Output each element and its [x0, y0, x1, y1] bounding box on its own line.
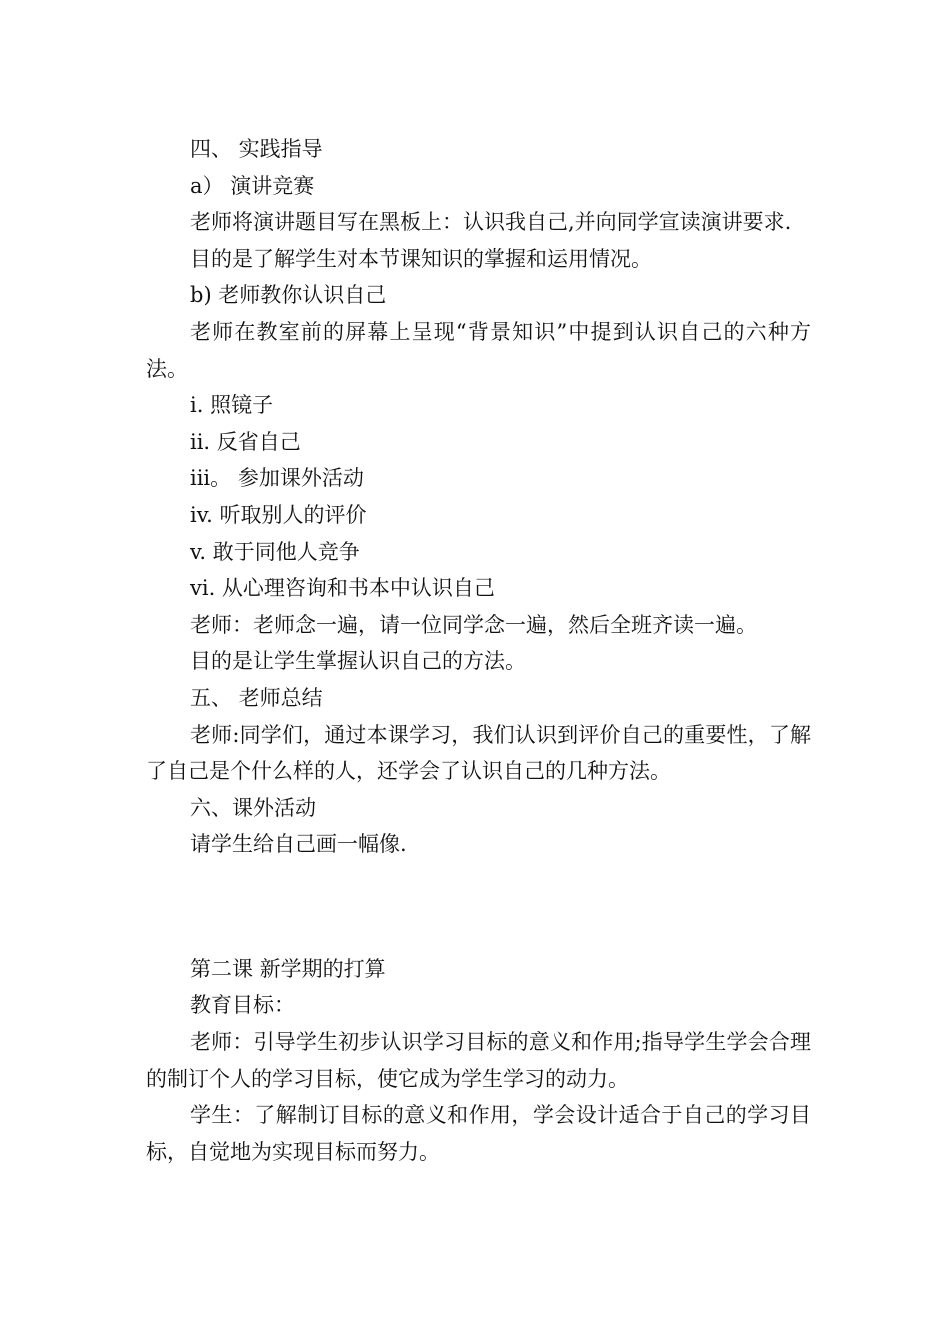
list-item: ii. 反省自己 [190, 429, 301, 454]
paragraph: 老师：老师念一遍，请一位同学念一遍，然后全班齐读一遍。 [190, 612, 757, 637]
paragraph: 学生：了解制订目标的意义和作用，学会设计适合于自己的学习目标，自觉地为实现目标而努力。 [146, 1103, 811, 1164]
subheading-know-yourself: b) 老师教你认识自己 [190, 283, 387, 308]
paragraph: 老师在教室前的屏幕上呈现“背景知识”中提到认识自己的六种方法。 [146, 319, 811, 381]
list-item: vi. 从心理咨询和书本中认识自己 [190, 576, 495, 601]
paragraph: 老师：引导学生初步认识学习目标的意义和作用;指导学生学会合理的制订个人的学习目标，使它成为学生学习的动力。 [146, 1030, 811, 1091]
list-item: i. 照镜子 [190, 393, 274, 418]
section-gap [146, 863, 811, 951]
heading-education-goals: 教育目标： [190, 993, 295, 1018]
list-item: iii。 参加课外活动 [190, 466, 364, 491]
list-item: iv. 听取别人的评价 [190, 502, 367, 527]
paragraph: 老师:同学们，通过本课学习，我们认识到评价自己的重要性，了解了自己是个什么样的人，还学会了认识自己的几种方法。 [146, 722, 811, 784]
paragraph: 目的是让学生掌握认识自己的方法。 [190, 649, 526, 674]
document-page [146, 131, 811, 1170]
paragraph: 请学生给自己画一幅像. [190, 832, 407, 857]
paragraph: 目的是了解学生对本节课知识的掌握和运用情况。 [190, 246, 652, 271]
list-item: v. 敢于同他人竞争 [190, 539, 360, 564]
lesson-title: 第二课 新学期的打算 [190, 956, 386, 981]
heading-extracurricular: 六、课外活动 [190, 795, 316, 820]
subheading-speech-contest: a） 演讲竞赛 [190, 173, 315, 198]
paragraph: 老师将演讲题目写在黑板上：认识我自己,并向同学宣读演讲要求. [190, 210, 792, 235]
heading-practice-guide: 四、 实践指导 [190, 137, 323, 161]
heading-teacher-summary: 五、 老师总结 [190, 685, 323, 710]
